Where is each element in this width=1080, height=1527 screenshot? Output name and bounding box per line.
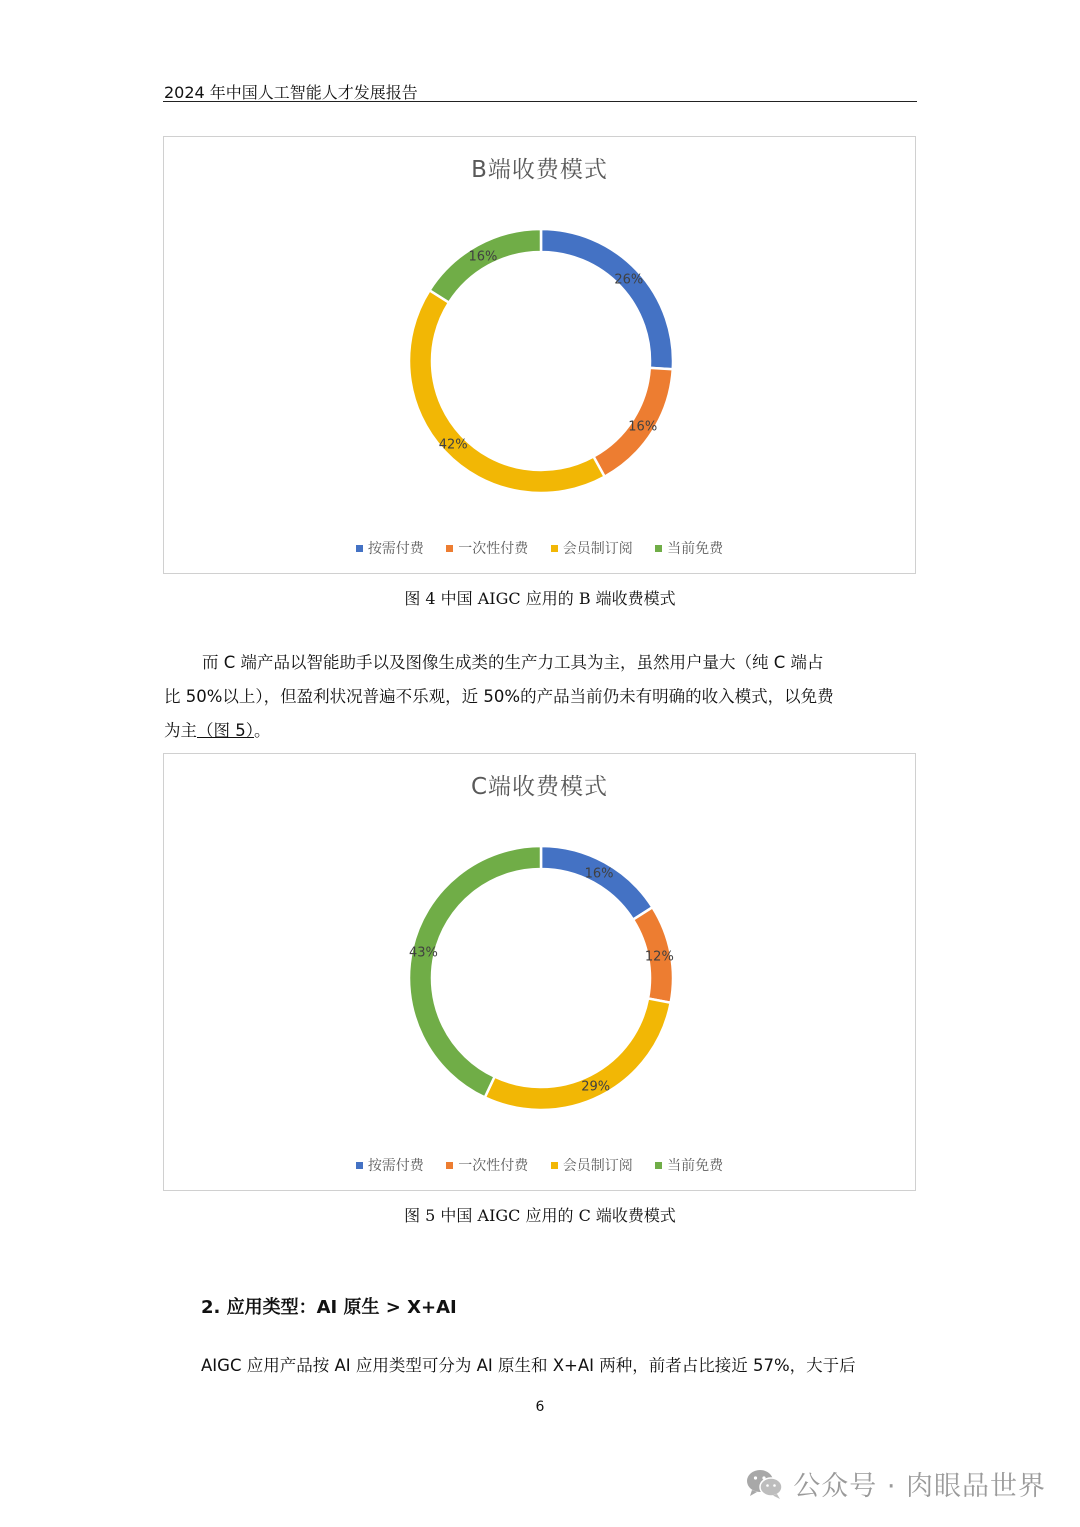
chart-title: B端收费模式 [471,157,608,183]
data-label-4: 43% [408,945,438,961]
text-run: 而 C 端产品以智能助手以及图像生成类的生产力工具为主，虽然用户量大（纯 C 端占 [202,653,824,672]
legend-item-one-time [446,538,528,558]
page-header-title: 2024 年中国人工智能人才发展报告 [164,83,418,102]
donut-chart [164,137,917,575]
legend-swatch [356,1162,363,1169]
wechat-icon [745,1467,785,1501]
donut-slice-1 [541,229,673,369]
paragraph-line-3 [164,714,916,748]
wechat-watermark [745,1464,1046,1503]
donut-slice-3 [485,998,671,1110]
legend-swatch [551,1162,558,1169]
figure-4-caption: 图 4 中国 AIGC 应用的 B 端收费模式 [404,589,676,608]
text-run: 。 [254,721,271,740]
legend-swatch [446,1162,453,1169]
legend-item-one-time [446,1155,528,1175]
legend-item-subscription [551,1155,633,1175]
figure-5-caption: 图 5 中国 AIGC 应用的 C 端收费模式 [404,1206,676,1225]
figure-5-reference-link[interactable]: （图 5） [197,721,254,740]
legend-item-on-demand [356,1155,424,1175]
text-run: 为主 [164,721,197,740]
legend-label: 当前免费 [667,1158,724,1174]
legend-swatch [446,545,453,552]
legend-label: 会员制订阅 [562,1158,633,1174]
legend-item-free [655,538,723,558]
chart-title: C端收费模式 [470,774,609,800]
data-label-2: 16% [628,419,658,435]
donut-chart [164,754,917,1192]
legend-swatch [551,545,558,552]
legend-label: 一次性付费 [458,541,529,557]
paragraph-line-1 [164,646,916,680]
header-rule [163,101,917,102]
page-number: 6 [535,1399,545,1415]
legend-swatch [655,1162,662,1169]
chart-b-revenue-model [163,136,916,574]
section-heading: 2. 应用类型：AI 原生 > X+AI [201,1297,457,1318]
chart-legend [164,1155,915,1175]
donut-slice-3 [409,290,605,493]
watermark-text: 公众号 · 肉眼品世界 [793,1471,1046,1502]
chart-c-revenue-model [163,753,916,1191]
data-label-4: 16% [468,249,498,265]
legend-label: 会员制订阅 [562,541,633,557]
chart-legend [164,538,915,558]
body-paragraph-2: AIGC 应用产品按 AI 应用类型可分为 AI 原生和 X+AI 两种，前者占比接近 57%，大于后 [201,1356,856,1375]
legend-item-free [655,1155,723,1175]
legend-item-subscription [551,538,633,558]
donut-slice-4 [409,846,541,1097]
body-paragraph [164,646,916,748]
legend-swatch [356,545,363,552]
legend-label: 按需付费 [367,1158,424,1174]
data-label-2: 12% [644,949,674,965]
data-label-1: 26% [614,272,644,288]
donut-slice-1 [541,846,652,920]
donut-slice-4 [430,229,541,303]
legend-label: 按需付费 [367,541,424,557]
legend-item-on-demand [356,538,424,558]
legend-swatch [655,545,662,552]
legend-label: 一次性付费 [458,1158,529,1174]
data-label-3: 42% [438,437,468,453]
data-label-3: 29% [581,1079,611,1095]
legend-label: 当前免费 [667,541,724,557]
paragraph-line-2: 比 50%以上），但盈利状况普遍不乐观，近 50%的产品当前仍未有明确的收入模式，以免费 [164,687,834,706]
data-label-1: 16% [584,866,614,882]
